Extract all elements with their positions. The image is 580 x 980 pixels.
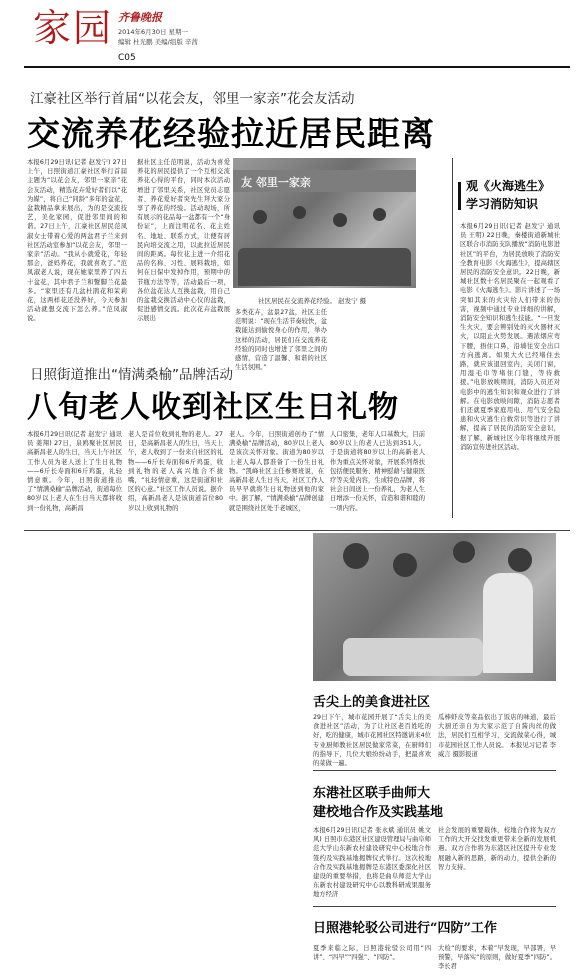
person [508, 548, 532, 572]
story2-column-3: 老人。今年，日照街道创办了“情满桑榆”品牌活动，80岁以上老人是该次关怀对象。街道为80岁以上老人每人都准备了一份生日礼物。“凯峰社区主任参赛班说，在高新昌老人生日当天，社区工作人员早早就将生日礼物送到他的家中。据了解，“情满桑榆”品牌创建就是围绕社区处于老城区， [229, 431, 324, 512]
story1-column-2: 据社区主任范明说，活动为喜爱养花的居民提供了一个互相交流养花心得的平台，同时本次活动增进了邻里关系，社区党员志愿者、养花爱好者突先生拜大家分享了养花的经验。活动现场，所有展示的花品每一盆都有一个“身份证”，上面注明花名、花主姓名、地址、联系方式，让便有居民向培交流之用，以此拉近居民间的距离。每位花主进一介绍花品的名称、习性、展料栽培，如何在日保中发掉作用，预期中的节瓶方法等等，活动最后一项，各位盆花达人互换盆栽，用自己的盆栽交换活动中心仪的盆栽，促进感情交流。此次花卉盆栽展示展出 [137, 159, 230, 323]
chef-figure [483, 573, 533, 673]
person [333, 213, 347, 227]
story3-column-1: 29日下午，城市花园开展了“舌尖上的美食进社区”活动，为了让社区老百姓吃的好，吃的健康，城市花园社区特邀请来4位专业厨师教社区居民做家常菜，在厨师们的指导下，几位大娘纷纷动手，把最喜欢的菜做一遍。 [313, 714, 431, 768]
date-line: 2014年6月30日 星期一 [118, 28, 189, 36]
sidebar-headline-1: 观《火海逃生》 [466, 179, 551, 193]
story4-headline-1: 东港社区联手曲师大 [313, 786, 431, 801]
section-title: 家园 [33, 6, 114, 50]
person [373, 208, 386, 221]
story5-column-2: 大检“的要求，本着”早发现，早部署，早预警，早落实“的原则，做好夏季“四防”。 李长君 [438, 945, 556, 971]
food-table [343, 638, 483, 676]
story4-column-2: 社会发展的重要载体，校地合作将为双方工作的大开交找发重更带来全新的发展机遇。双方合作将为东港区社区提升专业发展融入新的思路，新的动力，提供全新的智力支持。 [438, 827, 556, 871]
sidebar-text: 本报6月29日讯(记者 赵发宁 通讯员 王明) 22日晚，秦楼街道新城社区联合市消防支队播放“消防电影进社区”的平台，为居民放映了消防安全教育电影《火海逃生》，提高辖区居民的消防安全意识。22日晚，新城社区数十名居民聚在一起观看了电影《火海逃生》。影片讲述了一场突如其来的火灾给人们带来的伤害，视频中通过专业详细的讲解，消防安全知识和逃生技能。“一旦发生火灾，要会辨别处的灭火器材灭火，以阻止火势发展。遇浓烟应弯下腰，捂住口鼻，沿墙往安全出口方向逃离。如果大火已经堵住去路，就应该退回室内，关闭门窗，用湿毛巾等堵住门缝，等待救援。”电影放映期间，消防人员还对电影中的逃生知识和观众进行了讲解。在电影放映间隙，消防志愿者们还就夏季家庭用电、用气安全隐患和火灾逃生自救常识等进行了讲解，提高了居民的消防安全意识，据了解，新城社区今年将继续开展消防宣传进社区活动。 [460, 223, 560, 451]
story1-kicker: 江豪社区举行首届“以花会友，邻里一家亲”花会友活动 [30, 91, 355, 107]
photo-banner-text: 友 邻里一家亲 [241, 176, 311, 189]
masthead-rule [24, 66, 570, 68]
story3-column-2: 瓜棒虾皮等菜品依出了饭店的味道，最后大厨还亲自为大家示范了自酱肉丝的做法，居民们互相学习，交流做菜心得，城市花园社区工作人员说。 本报见习记者 李威言 摄影报道 [438, 714, 556, 758]
sidebar-headline-2: 学习消防知识 [466, 197, 539, 211]
editor-line: 编辑 杜光鹏 美编/组版 辛茜 [118, 38, 198, 46]
story4-headline-2: 建校地合作及实践基地 [313, 805, 444, 820]
story1-column-1: 本报6月29日讯(记者 赵发宁) 27日上午，日照街道江豪社区举行首届主题为“以花会友，邻里一家亲”花会友活动，精选花卉爱好者们以“花为媒”，将自己“同龄”多年的盆花，盆栽精品拿来展出，为的是交流技艺，美化家园，促进邻里间的和谐。27日上午，江豪社区居民范凤淑女士带着心爱的两盆君子兰来到社区活动室参加“以花会友，邻里一家亲”活动。“我从小就爱花，年轻那会，爸妈养花，我就喜欢了。”范凤淑老人说，现在她家里养了四五十盆花，其中君子兰和蟹脚兰花最多。“家里还有几盆杜鹃花和茉莉花，这两样花还没养好，今天参加活动就想交流下怎么养。”范凤淑说。 [27, 159, 127, 323]
story1-column-3: 多类花卉，盆景27盆，社区主任范明说：“现在生活节奏较快，盆栽能达到愉悦身心的作用，举办这样的活动，居民们在交流养花经验的同时也增进了邻里之间的感情，营造了温馨、和谐的社区生活氛围。” [235, 309, 327, 372]
person [393, 553, 417, 577]
sidebar-divider [452, 158, 453, 518]
story2-column-2: 老人是首位收到礼物的老人。27日，是高新昌老人的生日，当天上午，老人收到了一份来自社区的礼物——6斤长寿面和6斤鸡蛋，收到礼物的老人高兴地合不拢嘴，“礼轻情意重，这是街道和社区的心意。”社区工作人员说。据介绍，高新昌老人是该街道首位80岁以上收到礼物的 [128, 431, 223, 512]
person [453, 541, 475, 563]
flower-pots [238, 248, 411, 286]
story1-photo [233, 158, 416, 288]
story4-column-1: 本报6月29日讯(记者 张永斌 通讯员 姚文风) 日照市东港区社区建设管理局与曲阜师范大学山东新农村建设研究中心校地合作签约及实践基地揭牌仪式举行。这次校地合作及实践基地揭牌是东港区委深化社区建设的重要举措，也将是曲阜师范大学山东新农村建设研究中心以教科研成果服务地方经济 [313, 827, 431, 899]
story2-kicker: 日照街道推出“情满桑榆”品牌活动 [30, 367, 233, 383]
page-number: C05 [118, 53, 136, 63]
story4-bottom-rule [313, 906, 556, 907]
paper-name: 齐鲁晚报 [118, 11, 162, 24]
story5-headline: 日照港轮驳公司进行“四防”工作 [313, 921, 497, 936]
story1-photo-caption: 社区居民在交流养花经验。 赵发宁 摄 [258, 297, 367, 305]
story3-photo [313, 533, 556, 681]
story3-headline: 舌尖上的美食进社区 [313, 695, 431, 710]
story3-bottom-rule [313, 770, 556, 771]
story2-column-1: 本报6月29日讯(记者 赵发宁 通讯员 姜翔) 27日，泉鸥聚社区居民高新昌老人的生日，当天上午社区工作人员为老人送上了生日礼物——6斤长寿面和6斤鸡蛋，礼轻情意重。今年，日照街道推出了“情满桑榆”品牌活动，街道每位80岁以上老人在生日当天都将收到一份礼物，高新昌 [27, 431, 122, 512]
story2-bottom-rule [24, 530, 570, 531]
story2-column-4: 人口密集，老年人口基数大，目前80岁以上的老人已达到351人。于是街道将80岁以上的高新老人作为重点关怀对象，开展系列帮扶包括便民服务、精神慰藉与健康医疗等关爱内容，生成特色品牌，将社会日间送上一份养礼，为老人生日增添一份关怀，营造和谐和睦的一项内容。 [330, 431, 425, 512]
sidebar-marker [458, 182, 461, 210]
story5-column-1: 夏季来临之际，日照港轮驳公司用“四讲”、“四早”“四强”、“四防”。 [313, 945, 431, 962]
person [343, 543, 369, 569]
person [293, 206, 306, 219]
story1-headline: 交流养花经验拉近居民距离 [27, 114, 435, 153]
story2-headline: 八旬老人收到社区生日礼物 [27, 390, 399, 425]
person [253, 210, 267, 224]
